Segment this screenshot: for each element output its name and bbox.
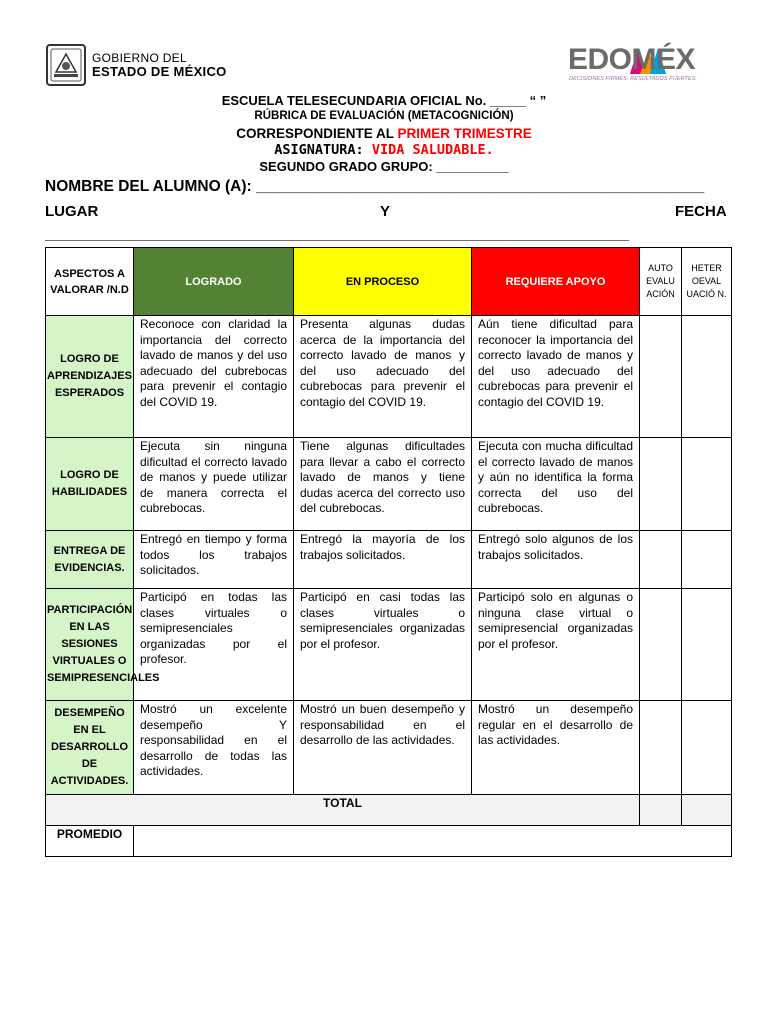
cell-autoevaluacion[interactable] xyxy=(640,531,682,589)
cell-en-proceso: Entregó la mayoría de los trabajos solicitados. xyxy=(294,531,472,589)
trimester-line xyxy=(0,126,768,141)
row-label: PARTICIPACIÓN EN LAS SESIONES VIRTUALES O SEMIPRESENCIALES xyxy=(46,589,134,701)
rubric-table xyxy=(45,247,732,857)
table-header-row xyxy=(46,248,732,316)
cell-en-proceso: Mostró un buen desempeño y responsabilidad en el desarrollo de las actividades. xyxy=(294,701,472,795)
place-date-underline: ______________________________________________________________________ xyxy=(45,226,629,243)
header-aspectos: ASPECTOS A VALORAR /N.D xyxy=(46,248,134,316)
cell-autoevaluacion[interactable] xyxy=(640,438,682,531)
cell-requiere-apoyo: Entregó solo algunos de los trabajos solicitados. xyxy=(472,531,640,589)
subject-label: ASIGNATURA: xyxy=(274,142,372,158)
cell-heteroevaluacion[interactable] xyxy=(682,438,732,531)
promedio-label: PROMEDIO xyxy=(46,826,134,857)
rubric-title: RÚBRICA DE EVALUACIÓN (METACOGNICIÓN) xyxy=(254,110,514,122)
row-label: LOGRO DE HABILIDADES xyxy=(46,438,134,531)
cell-logrado: Mostró un excelente desempeño Y responsabilidad en el desarrollo de todas las actividades. xyxy=(134,701,294,795)
school-title: ESCUELA TELESECUNDARIA OFICIAL No. _____ “ ” xyxy=(221,93,547,108)
date-label: FECHA xyxy=(675,203,727,220)
edomex-tagline: DECISIONES FIRMES, RESULTADOS FUERTES. xyxy=(569,76,698,82)
cell-autoevaluacion[interactable] xyxy=(640,589,682,701)
cell-en-proceso: Presenta algunas dudas acerca de la importancia del correcto lavado de manos y del uso adecuado del cubrebocas para prevenir el contagio del COVID 19. xyxy=(294,316,472,438)
cell-heteroevaluacion[interactable] xyxy=(682,316,732,438)
cell-en-proceso: Tiene algunas dificultades para llevar a cabo el correcto lavado de manos y tiene dudas acerca del correcto uso del cubrebocas. xyxy=(294,438,472,531)
trimester-value: PRIMER TRIMESTRE xyxy=(397,126,532,141)
subject-line xyxy=(0,142,768,158)
total-label: TOTAL xyxy=(46,795,640,826)
total-autoevaluacion[interactable] xyxy=(640,795,682,826)
grade-group-line: SEGUNDO GRADO GRUPO: __________ xyxy=(259,159,509,174)
table-row xyxy=(46,589,732,701)
cell-autoevaluacion[interactable] xyxy=(640,316,682,438)
cell-requiere-apoyo: Mostró un desempeño regular en el desarrollo de las actividades. xyxy=(472,701,640,795)
cell-en-proceso: Participó en casi todas las clases virtuales o semipresenciales organizadas por el profesor. xyxy=(294,589,472,701)
cell-requiere-apoyo: Ejecuta con mucha dificultad el correcto lavado de manos y aún no identifica la forma correcta del uso del cubrebocas. xyxy=(472,438,640,531)
row-label: DESEMPEÑO EN EL DESARROLLO DE ACTIVIDADES. xyxy=(46,701,134,795)
cell-heteroevaluacion[interactable] xyxy=(682,531,732,589)
cell-autoevaluacion[interactable] xyxy=(640,701,682,795)
and-label: Y xyxy=(380,203,391,220)
table-row xyxy=(46,531,732,589)
place-label: LUGAR xyxy=(45,203,99,220)
cell-logrado: Participó en todas las clases virtuales o semipresenciales organizadas por el profesor. xyxy=(134,589,294,701)
header-autoevaluacion: AUTO EVALU ACIÓN xyxy=(640,248,682,316)
edomex-wordmark: EDOMÉX xyxy=(568,43,696,76)
header-en-proceso: EN PROCESO xyxy=(294,248,472,316)
cell-logrado: Ejecuta sin ninguna dificultad el correcto lavado de manos y puede utilizar de manera correcta el cubrebocas. xyxy=(134,438,294,531)
gobierno-estado-mexico-logo xyxy=(44,42,244,90)
cell-heteroevaluacion[interactable] xyxy=(682,589,732,701)
correspondiente-label: CORRESPONDIENTE AL xyxy=(236,126,398,141)
cell-requiere-apoyo: Participó solo en algunas o ninguna clase virtual o semipresencial organizadas por el profesor. xyxy=(472,589,640,701)
state-seal-icon xyxy=(44,42,88,88)
edomex-logo xyxy=(566,44,726,90)
gov-line-1: GOBIERNO DEL xyxy=(92,51,187,65)
row-label: ENTREGA DE EVIDENCIAS. xyxy=(46,531,134,589)
gov-line-2: ESTADO DE MÉXICO xyxy=(92,64,227,79)
total-row xyxy=(46,795,732,826)
header-requiere-apoyo: REQUIERE APOYO xyxy=(472,248,640,316)
cell-logrado: Reconoce con claridad la importancia del correcto lavado de manos y del uso adecuado del cubrebocas para prevenir el contagio del COVID 19. xyxy=(134,316,294,438)
promedio-row xyxy=(46,826,732,857)
total-heteroevaluacion[interactable] xyxy=(682,795,732,826)
table-row xyxy=(46,438,732,531)
promedio-value[interactable] xyxy=(134,826,732,857)
cell-logrado: Entregó en tiempo y forma todos los trabajos solicitados. xyxy=(134,531,294,589)
header-heteroevaluacion: HETER OEVAL UACIÓ N. xyxy=(682,248,732,316)
header-logrado: LOGRADO xyxy=(134,248,294,316)
cell-requiere-apoyo: Aún tiene dificultad para reconocer la importancia del correcto lavado de manos y del uso adecuado del cubrebocas para prevenir el contagio del COVID 19. xyxy=(472,316,640,438)
table-row xyxy=(46,701,732,795)
subject-value: VIDA SALUDABLE. xyxy=(371,142,494,158)
cell-heteroevaluacion[interactable] xyxy=(682,701,732,795)
row-label: LOGRO DE APRENDIZAJES ESPERADOS xyxy=(46,316,134,438)
table-row xyxy=(46,316,732,438)
student-name-line: NOMBRE DEL ALUMNO (A): ____________________________________________________ xyxy=(45,178,705,195)
